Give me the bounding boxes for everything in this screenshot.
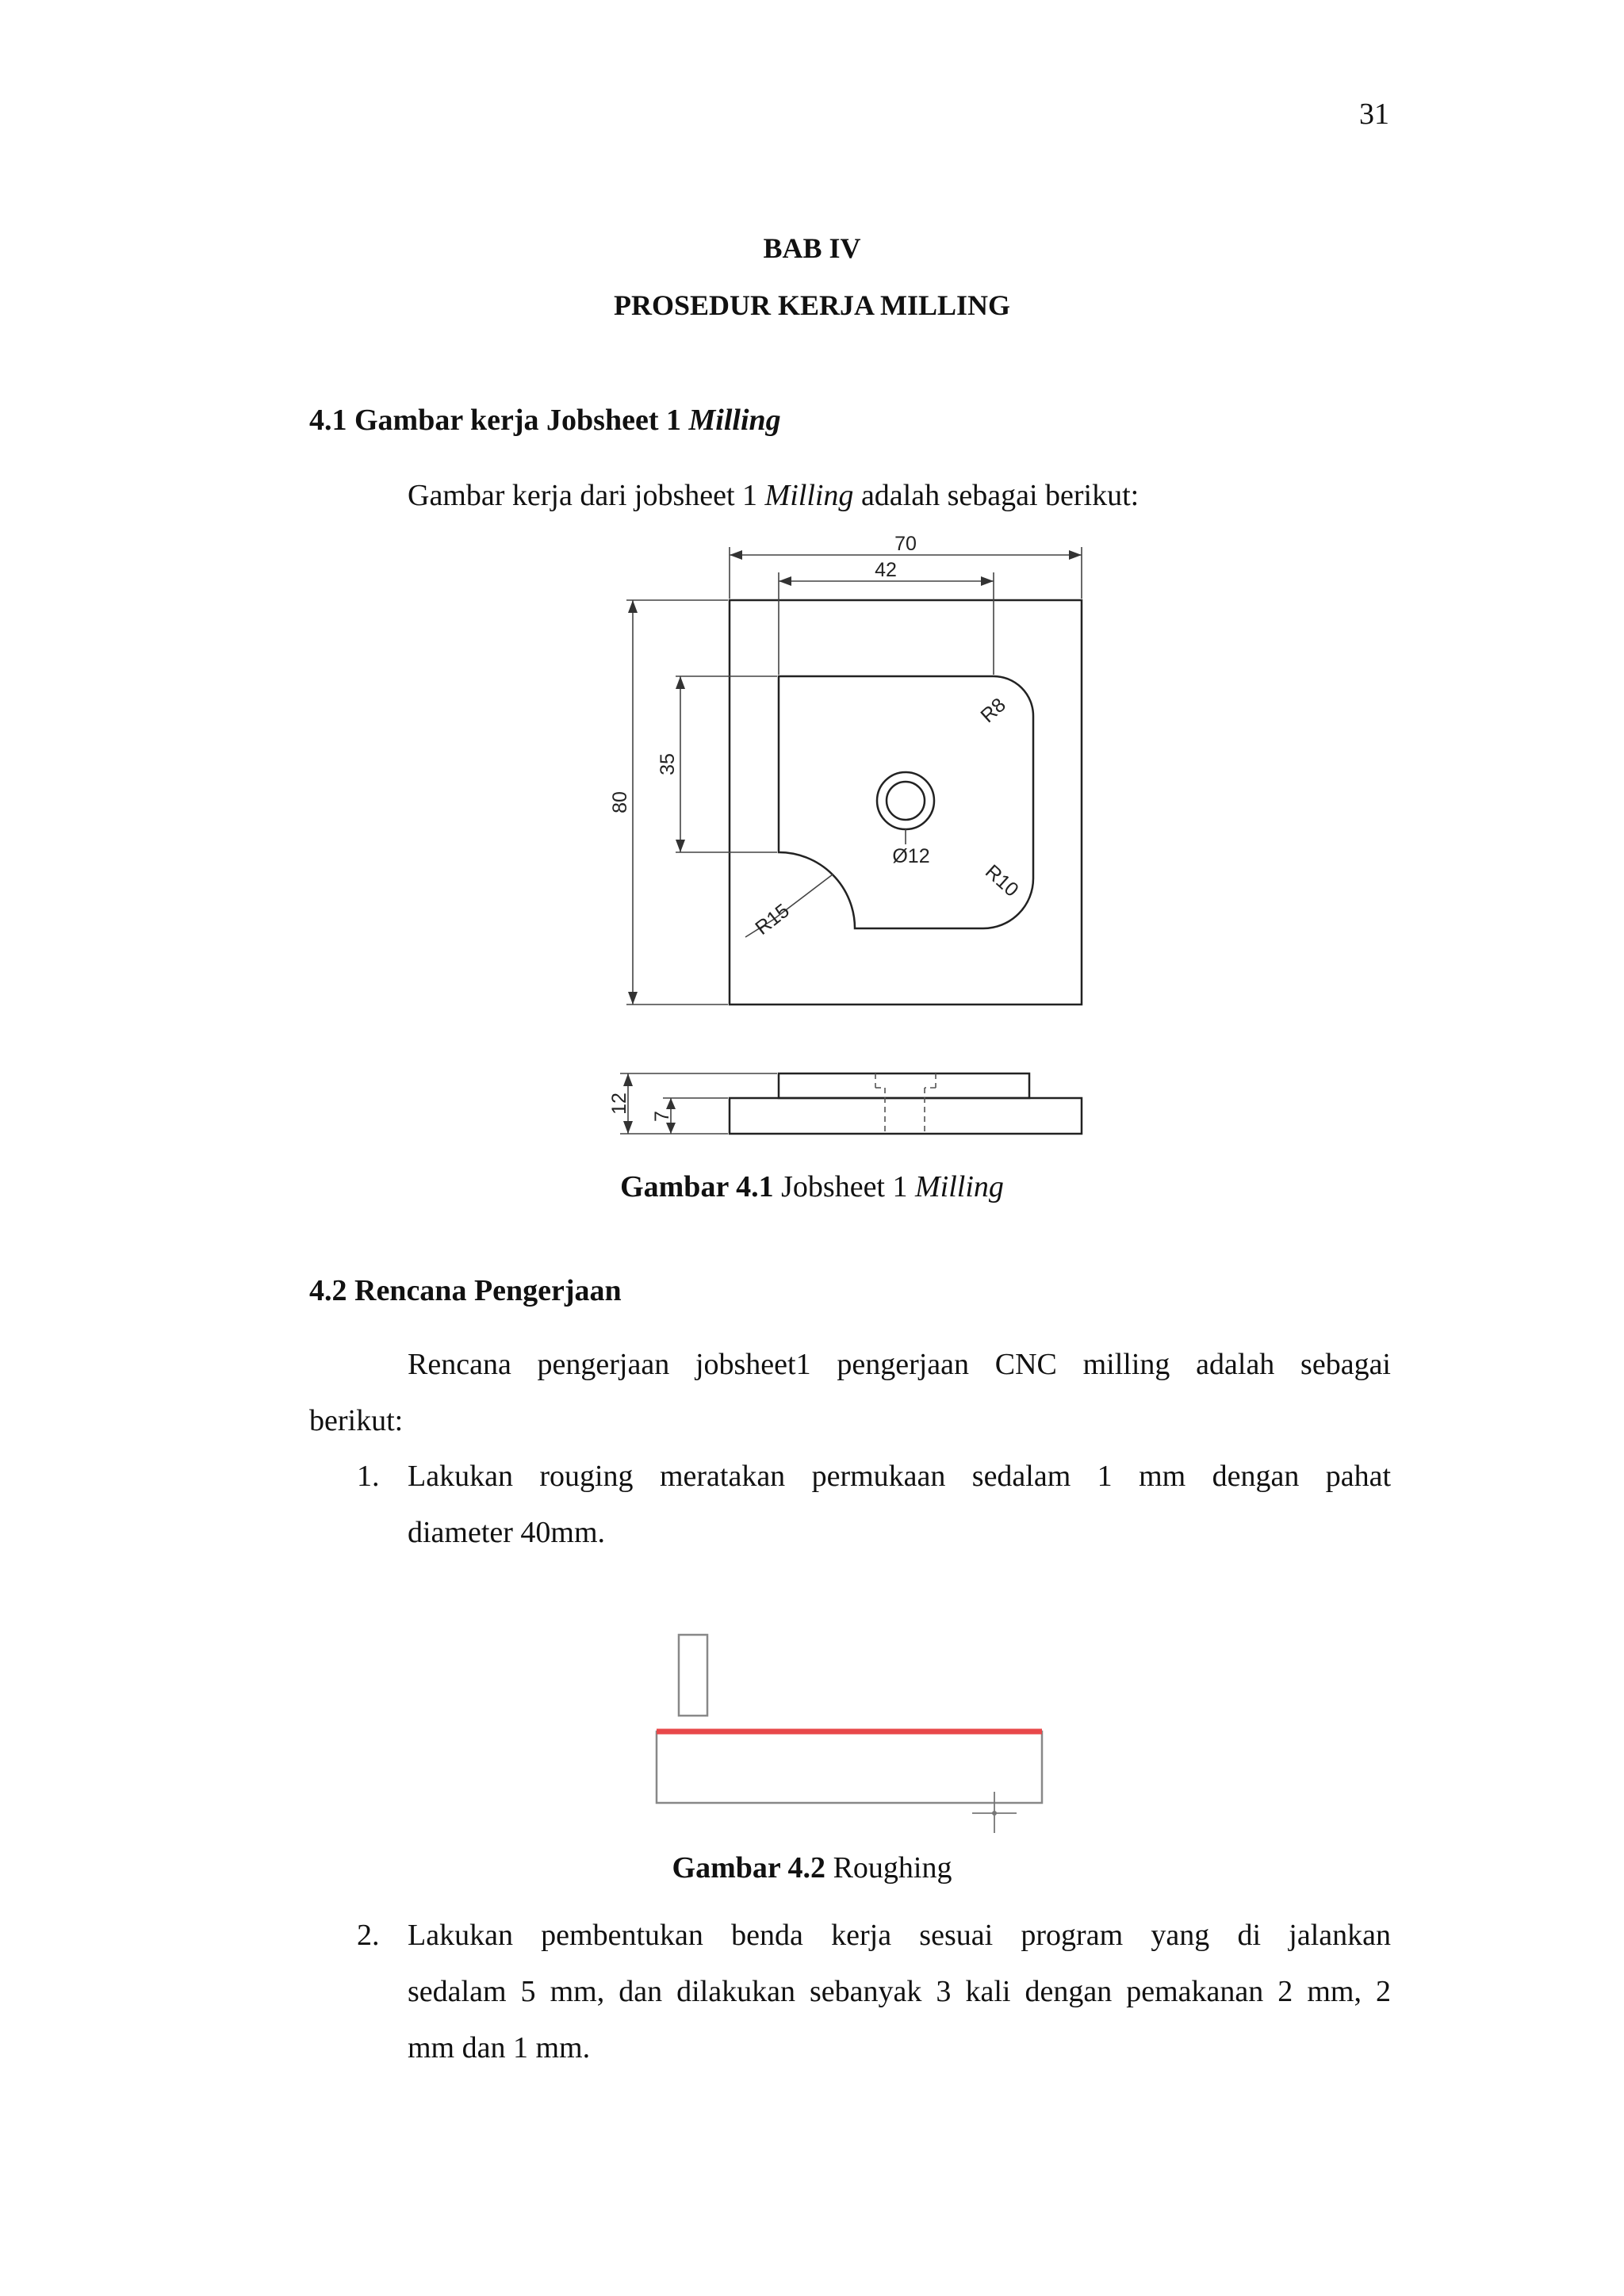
caption-text: Jobsheet 1 [773,1170,915,1203]
section-2-intro-line1: Rencana pengerjaan jobsheet1 pengerjaan CNC milling adalah sebagai [408,1348,1391,1381]
cutter-tool [679,1635,707,1716]
dim-width-pocket: 42 [875,559,897,581]
figure-2-caption [0,1850,1624,1885]
caption-label: Gambar 4.1 [620,1170,774,1203]
dim-side-height-base: 7 [651,1111,673,1122]
section-heading-text: 4.1 Gambar kerja Jobsheet 1 [309,404,689,437]
step-1-line2: diameter 40mm. [408,1516,606,1549]
caption-label: Gambar 4.2 [672,1851,826,1885]
page-number: 31 [1359,98,1389,131]
intro-text-before: Gambar kerja dari jobsheet 1 [408,479,765,512]
step-2-line3: mm dan 1 mm. [408,2031,591,2064]
intro-text-italic: Milling [764,479,854,512]
section-heading-4-2: 4.2 Rencana Pengerjaan [309,1274,622,1307]
workpiece [657,1732,1042,1803]
section-heading-italic: Milling [688,404,781,437]
dim-width-total: 70 [894,533,917,555]
caption-text: Roughing [825,1851,952,1885]
chapter-subtitle: PROSEDUR KERJA MILLING [613,289,1011,321]
dim-height-total: 80 [609,791,631,813]
step-2-line2: sedalam 5 mm, dan dilakukan sebanyak 3 kali dengan pemakanan 2 mm, 2 [408,1975,1391,2008]
section-2-intro-line2: berikut: [309,1404,404,1437]
dim-hole-diameter: Ø12 [892,845,930,867]
step-1-line1: Lakukan rouging meratakan permukaan sedalam 1 mm dengan pahat [408,1460,1391,1493]
dim-side-height-total: 12 [608,1093,630,1115]
dim-radius-left: R15 [751,899,794,939]
intro-text-after: adalah sebagai berikut: [853,479,1139,512]
dim-height-pocket: 35 [657,753,679,775]
dim-radius-top: R8 [976,693,1010,728]
step-2-line1: Lakukan pembentukan benda kerja sesuai program yang di jalankan [408,1919,1391,1952]
step-2-number: 2. [357,1919,380,1952]
caption-italic: Milling [915,1170,1004,1203]
dim-radius-bottom-right: R10 [980,860,1023,901]
chapter-title: BAB IV [763,232,861,264]
step-1-number: 1. [357,1460,380,1493]
